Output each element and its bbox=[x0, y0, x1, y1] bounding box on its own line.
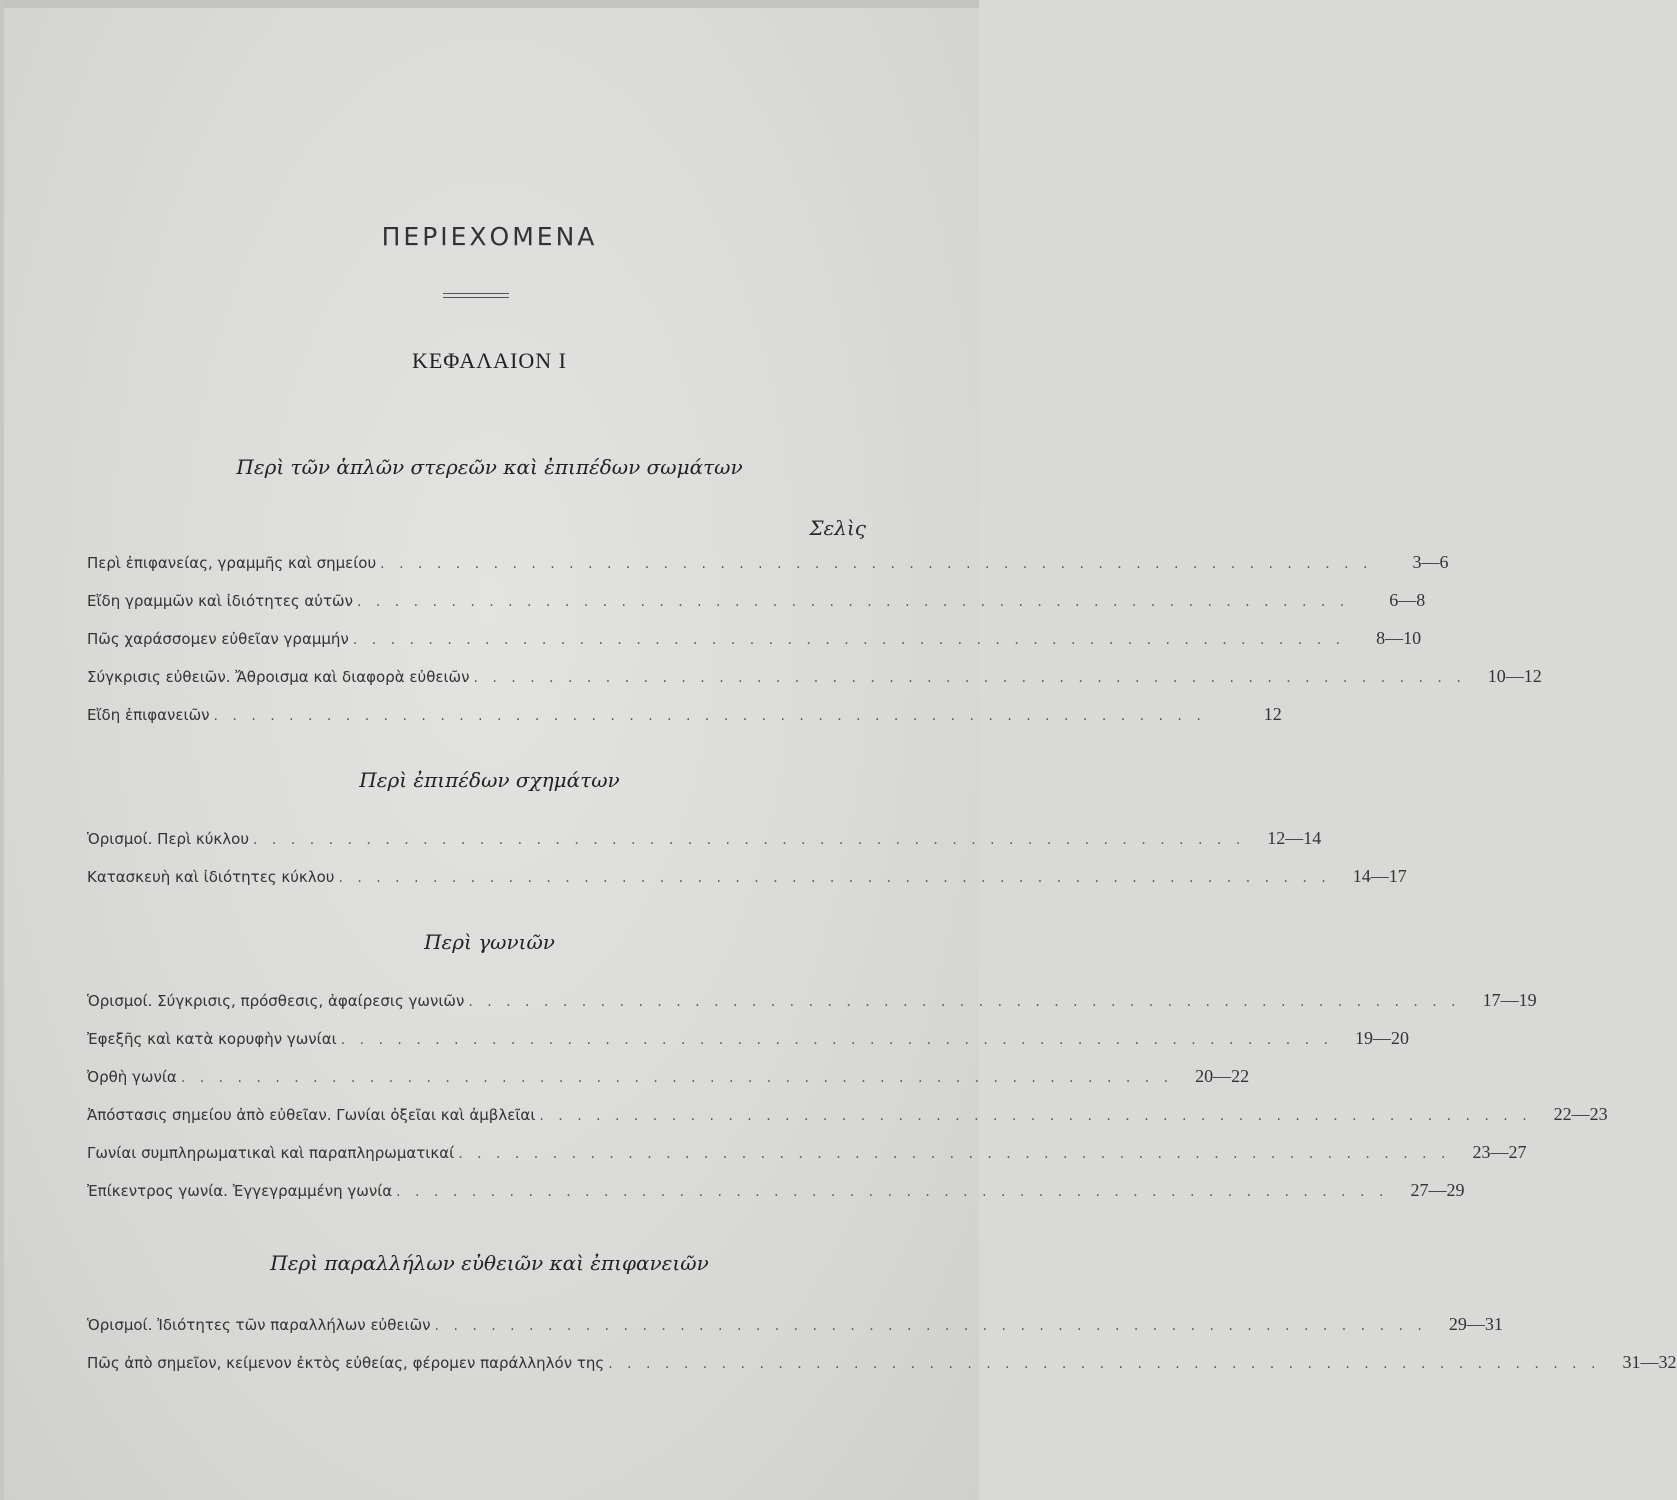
toc-entry bbox=[87, 1104, 1608, 1130]
toc-entry-text: Περὶ ἐπιφανείας, γραμμῆς καὶ σημείου bbox=[87, 554, 377, 572]
page-title: ΠΕΡΙΕΧΟΜΕΝΑ bbox=[381, 222, 598, 251]
toc-entry bbox=[87, 1142, 1527, 1168]
toc-entry-text: Εἴδη γραμμῶν καὶ ἰδιότητες αὐτῶν bbox=[87, 592, 353, 610]
dot-leader: . . . . . . . . . . . . . . . . . . . . . . . . . . . . . . . . . . . . . . . . . . . . . . . . . . . . . bbox=[468, 994, 1461, 1010]
toc-entry-pages: 12—14 bbox=[1267, 828, 1322, 848]
dot-leader: . . . . . . . . . . . . . . . . . . . . . . . . . . . . . . . . . . . . . . . . . . . . . . . . . . . . . bbox=[396, 1184, 1389, 1200]
toc-entry bbox=[87, 1028, 1410, 1054]
toc-entry-pages: 8—10 bbox=[1376, 628, 1422, 648]
toc-entry-text: Κατασκευὴ καὶ ἰδιότητες κύκλου bbox=[87, 868, 335, 886]
dot-leader: . . . . . . . . . . . . . . . . . . . . . . . . . . . . . . . . . . . . . . . . . . . . . . . . . . . . . bbox=[340, 1032, 1334, 1048]
toc-entry-pages: 6—8 bbox=[1389, 590, 1426, 610]
toc-entry-text: Ἐφεξῆς καὶ κατὰ κορυφὴν γωνίαι bbox=[87, 1030, 337, 1048]
toc-entry bbox=[87, 590, 1426, 616]
dot-leader: . . . . . . . . . . . . . . . . . . . . . . . . . . . . . . . . . . . . . . . . . . . . . . . . . . . . . bbox=[434, 1318, 1427, 1334]
toc-entry-text: Πῶς ἀπὸ σημεῖον, κείμενον ἐκτὸς εὐθείας, φέρομεν παράλληλόν της bbox=[87, 1354, 605, 1372]
toc-entry bbox=[87, 552, 1449, 578]
toc-entry bbox=[87, 666, 1542, 692]
title-rule-top bbox=[443, 293, 509, 294]
section-title: Περὶ ἐπιπέδων σχημάτων bbox=[359, 768, 620, 792]
toc-entry-pages: 17—19 bbox=[1482, 990, 1537, 1010]
section-title: Περὶ τῶν ἁπλῶν στερεῶν καὶ ἐπιπέδων σωμάτων bbox=[236, 455, 743, 479]
toc-entry-text: Ὁρισμοί. Ἰδιότητες τῶν παραλλήλων εὐθειῶν bbox=[87, 1316, 431, 1334]
page-column-header: Σελὶς bbox=[809, 516, 866, 540]
toc-entry-pages: 3—6 bbox=[1412, 552, 1449, 572]
section-title: Περὶ γωνιῶν bbox=[424, 930, 555, 954]
dot-leader: . . . . . . . . . . . . . . . . . . . . . . . . . . . . . . . . . . . . . . . . . . . . . . . . . . . . . bbox=[539, 1108, 1532, 1124]
toc-entry bbox=[87, 1352, 1677, 1378]
dot-leader: . . . . . . . . . . . . . . . . . . . . . . . . . . . . . . . . . . . . . . . . . . . . . . . . . . . . . bbox=[356, 594, 1350, 610]
toc-entry-pages: 10—12 bbox=[1487, 666, 1542, 686]
toc-entry-text: Εἴδη ἐπιφανειῶν bbox=[87, 706, 210, 724]
chapter-heading: ΚΕΦΑΛΑΙΟΝ Ι bbox=[411, 348, 567, 373]
toc-entry-text: Πῶς χαράσσομεν εὐθεῖαν γραμμήν bbox=[87, 630, 349, 648]
toc-entry bbox=[87, 990, 1537, 1016]
toc-entry-text: Ὁρισμοί. Περὶ κύκλου bbox=[87, 830, 250, 848]
toc-entry bbox=[87, 828, 1322, 854]
section-title: Περὶ παραλλήλων εὐθειῶν καὶ ἐπιφανειῶν bbox=[270, 1251, 709, 1275]
toc-entry-text: Ἐπίκεντρος γωνία. Ἐγγεγραμμένη γωνία bbox=[87, 1182, 393, 1200]
toc-entry-text: Ἀπόστασις σημείου ἀπὸ εὐθεῖαν. Γωνίαι ὀξεῖαι καὶ ἀμβλεῖαι bbox=[87, 1106, 536, 1124]
toc-entry bbox=[87, 1066, 1250, 1092]
toc-entry-text: Ὁρισμοί. Σύγκρισις, πρόσθεσις, ἀφαίρεσις γωνιῶν bbox=[87, 992, 465, 1010]
title-rule-bottom bbox=[443, 297, 509, 298]
dot-leader: . . . . . . . . . . . . . . . . . . . . . . . . . . . . . . . . . . . . . . . . . . . . . . . . . . . . . bbox=[338, 870, 1331, 886]
toc-entry-text: Γωνίαι συμπληρωματικαὶ καὶ παραπληρωματικαί bbox=[87, 1144, 455, 1162]
toc-entry bbox=[87, 628, 1422, 654]
toc-entry-text: Ὀρθὴ γωνία bbox=[87, 1068, 177, 1086]
dot-leader: . . . . . . . . . . . . . . . . . . . . . . . . . . . . . . . . . . . . . . . . . . . . . . . . . . . . . bbox=[213, 708, 1206, 724]
toc-entry-pages: 19—20 bbox=[1355, 1028, 1410, 1048]
toc-entry-text: Σύγκρισις εὐθειῶν. Ἄθροισμα καὶ διαφορὰ εὐθειῶν bbox=[87, 668, 470, 686]
toc-entry-pages: 29—31 bbox=[1448, 1314, 1503, 1334]
page-edge-top bbox=[0, 0, 979, 8]
toc-entry-pages: 27—29 bbox=[1410, 1180, 1465, 1200]
toc-entry bbox=[87, 1314, 1503, 1340]
dot-leader: . . . . . . . . . . . . . . . . . . . . . . . . . . . . . . . . . . . . . . . . . . . . . . . . . . . . . bbox=[608, 1356, 1601, 1372]
dot-leader: . . . . . . . . . . . . . . . . . . . . . . . . . . . . . . . . . . . . . . . . . . . . . . . . . . . . . bbox=[352, 632, 1346, 648]
dot-leader: . . . . . . . . . . . . . . . . . . . . . . . . . . . . . . . . . . . . . . . . . . . . . . . . . . . . . bbox=[458, 1146, 1451, 1162]
toc-entry-pages: 23—27 bbox=[1472, 1142, 1527, 1162]
dot-leader: . . . . . . . . . . . . . . . . . . . . . . . . . . . . . . . . . . . . . . . . . . . . . . . . . . . . . bbox=[380, 556, 1373, 572]
toc-entry-pages: 12 bbox=[1263, 704, 1282, 724]
toc-entry-pages: 31—32 bbox=[1622, 1352, 1677, 1372]
toc-entry bbox=[87, 866, 1407, 892]
toc-entry bbox=[87, 1180, 1465, 1206]
dot-leader: . . . . . . . . . . . . . . . . . . . . . . . . . . . . . . . . . . . . . . . . . . . . . . . . . . . . . bbox=[253, 832, 1246, 848]
dot-leader: . . . . . . . . . . . . . . . . . . . . . . . . . . . . . . . . . . . . . . . . . . . . . . . . . . . . . bbox=[180, 1070, 1174, 1086]
dot-leader: . . . . . . . . . . . . . . . . . . . . . . . . . . . . . . . . . . . . . . . . . . . . . . . . . . . . . bbox=[473, 670, 1466, 686]
toc-entry-pages: 22—23 bbox=[1553, 1104, 1608, 1124]
toc-entry-pages: 14—17 bbox=[1352, 866, 1407, 886]
toc-entry bbox=[87, 704, 1282, 730]
toc-entry-pages: 20—22 bbox=[1195, 1066, 1250, 1086]
